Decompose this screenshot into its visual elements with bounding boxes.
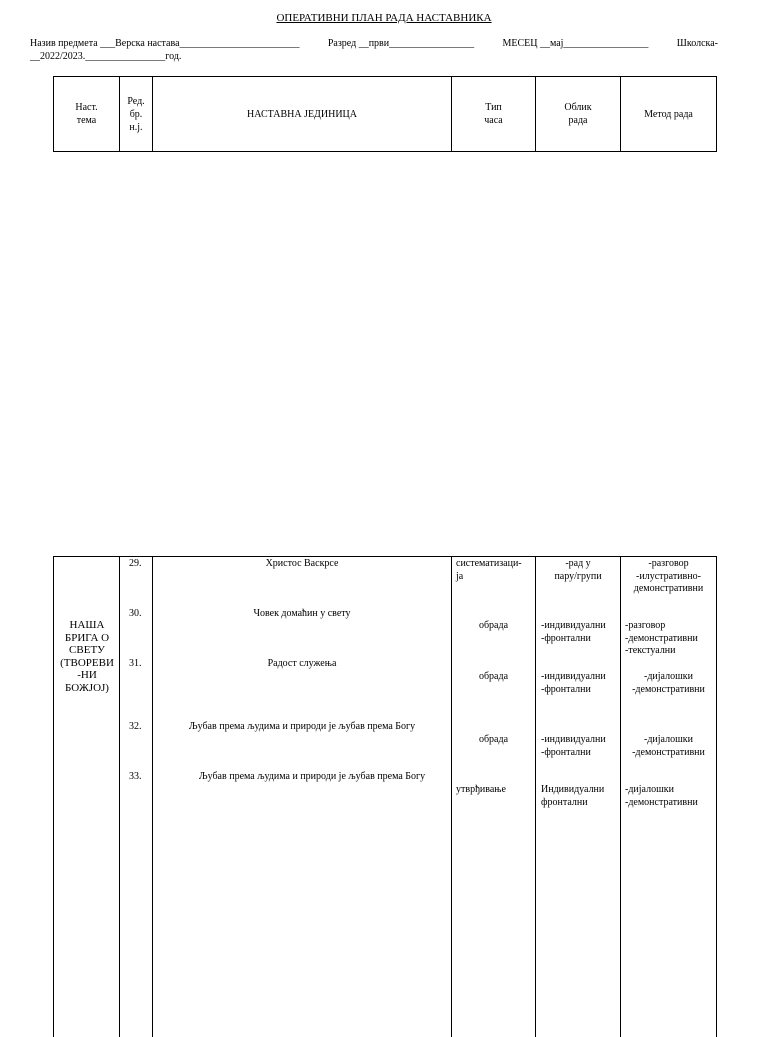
lesson-unit: Љубав према људима и природи је љубав према Богу: [173, 771, 451, 784]
lesson-type: обрада: [452, 671, 535, 684]
header-method: Метод рада: [621, 77, 717, 152]
header-type: Тип часа: [452, 77, 536, 152]
topic-label: НАША БРИГА О СВЕТУ (ТВОРЕВИ -НИ БОЖЈОЈ): [54, 619, 120, 694]
school-year-label: Школска-: [677, 37, 718, 50]
work-method: -дијалошки -демонстративни: [621, 734, 716, 759]
number-column: [120, 557, 153, 1037]
lesson-type: утврђивање: [456, 784, 535, 797]
lesson-type: обрада: [452, 734, 535, 747]
lesson-unit: Христос Васкрсе: [153, 558, 451, 571]
document-meta: [30, 37, 718, 63]
work-form: -индивидуални -фронтални: [541, 671, 620, 696]
work-form: -индивидуални -фронтални: [541, 734, 620, 759]
lesson-type: систематизаци- ја: [456, 558, 535, 583]
work-form: -индивидуални -фронтални: [541, 620, 620, 645]
month-field: МЕСЕЦ __мај_________________: [502, 37, 648, 50]
document-title: ОПЕРАТИВНИ ПЛАН РАДА НАСТАВНИКА: [0, 12, 768, 24]
unit-column: [153, 557, 452, 1037]
work-method: -разговор -илустративно- демонстративни: [621, 558, 716, 596]
form-column: [536, 557, 621, 1037]
subject-field: Назив предмета ___Верска настава________________________: [30, 37, 300, 50]
work-method: -дијалошки -демонстративни: [625, 784, 716, 809]
lesson-unit: Радост служења: [153, 658, 451, 671]
header-number: Ред. бр. н.ј.: [120, 77, 153, 152]
lesson-number: 32.: [129, 721, 152, 734]
method-column: [621, 557, 717, 1037]
plan-header-table: [53, 76, 717, 152]
grade-field: Разред __први_________________: [328, 37, 474, 50]
work-form: Индивидуални фронтални: [541, 784, 620, 809]
lesson-type: обрада: [452, 620, 535, 633]
school-year-field: __2022/2023.________________год.: [30, 50, 718, 63]
lesson-number: 29.: [129, 558, 152, 571]
topic-cell: [54, 557, 120, 1037]
lesson-number: 30.: [129, 608, 152, 621]
header-topic: Наст. тема: [54, 77, 120, 152]
lesson-number: 33.: [129, 771, 152, 784]
plan-body-table: [53, 556, 717, 1037]
work-method: -дијалошки -демонстративни: [621, 671, 716, 696]
work-method: -разговор -демонстративни -текстуални: [625, 620, 716, 658]
header-form: Облик рада: [536, 77, 621, 152]
lesson-unit: Љубав према људима и природи је љубав према Богу: [153, 721, 451, 734]
header-unit: НАСТАВНА ЈЕДИНИЦА: [153, 77, 452, 152]
lesson-unit: Човек домаћин у свету: [153, 608, 451, 621]
lesson-number: 31.: [129, 658, 152, 671]
work-form: -рад у пару/групи: [536, 558, 620, 583]
type-column: [452, 557, 536, 1037]
